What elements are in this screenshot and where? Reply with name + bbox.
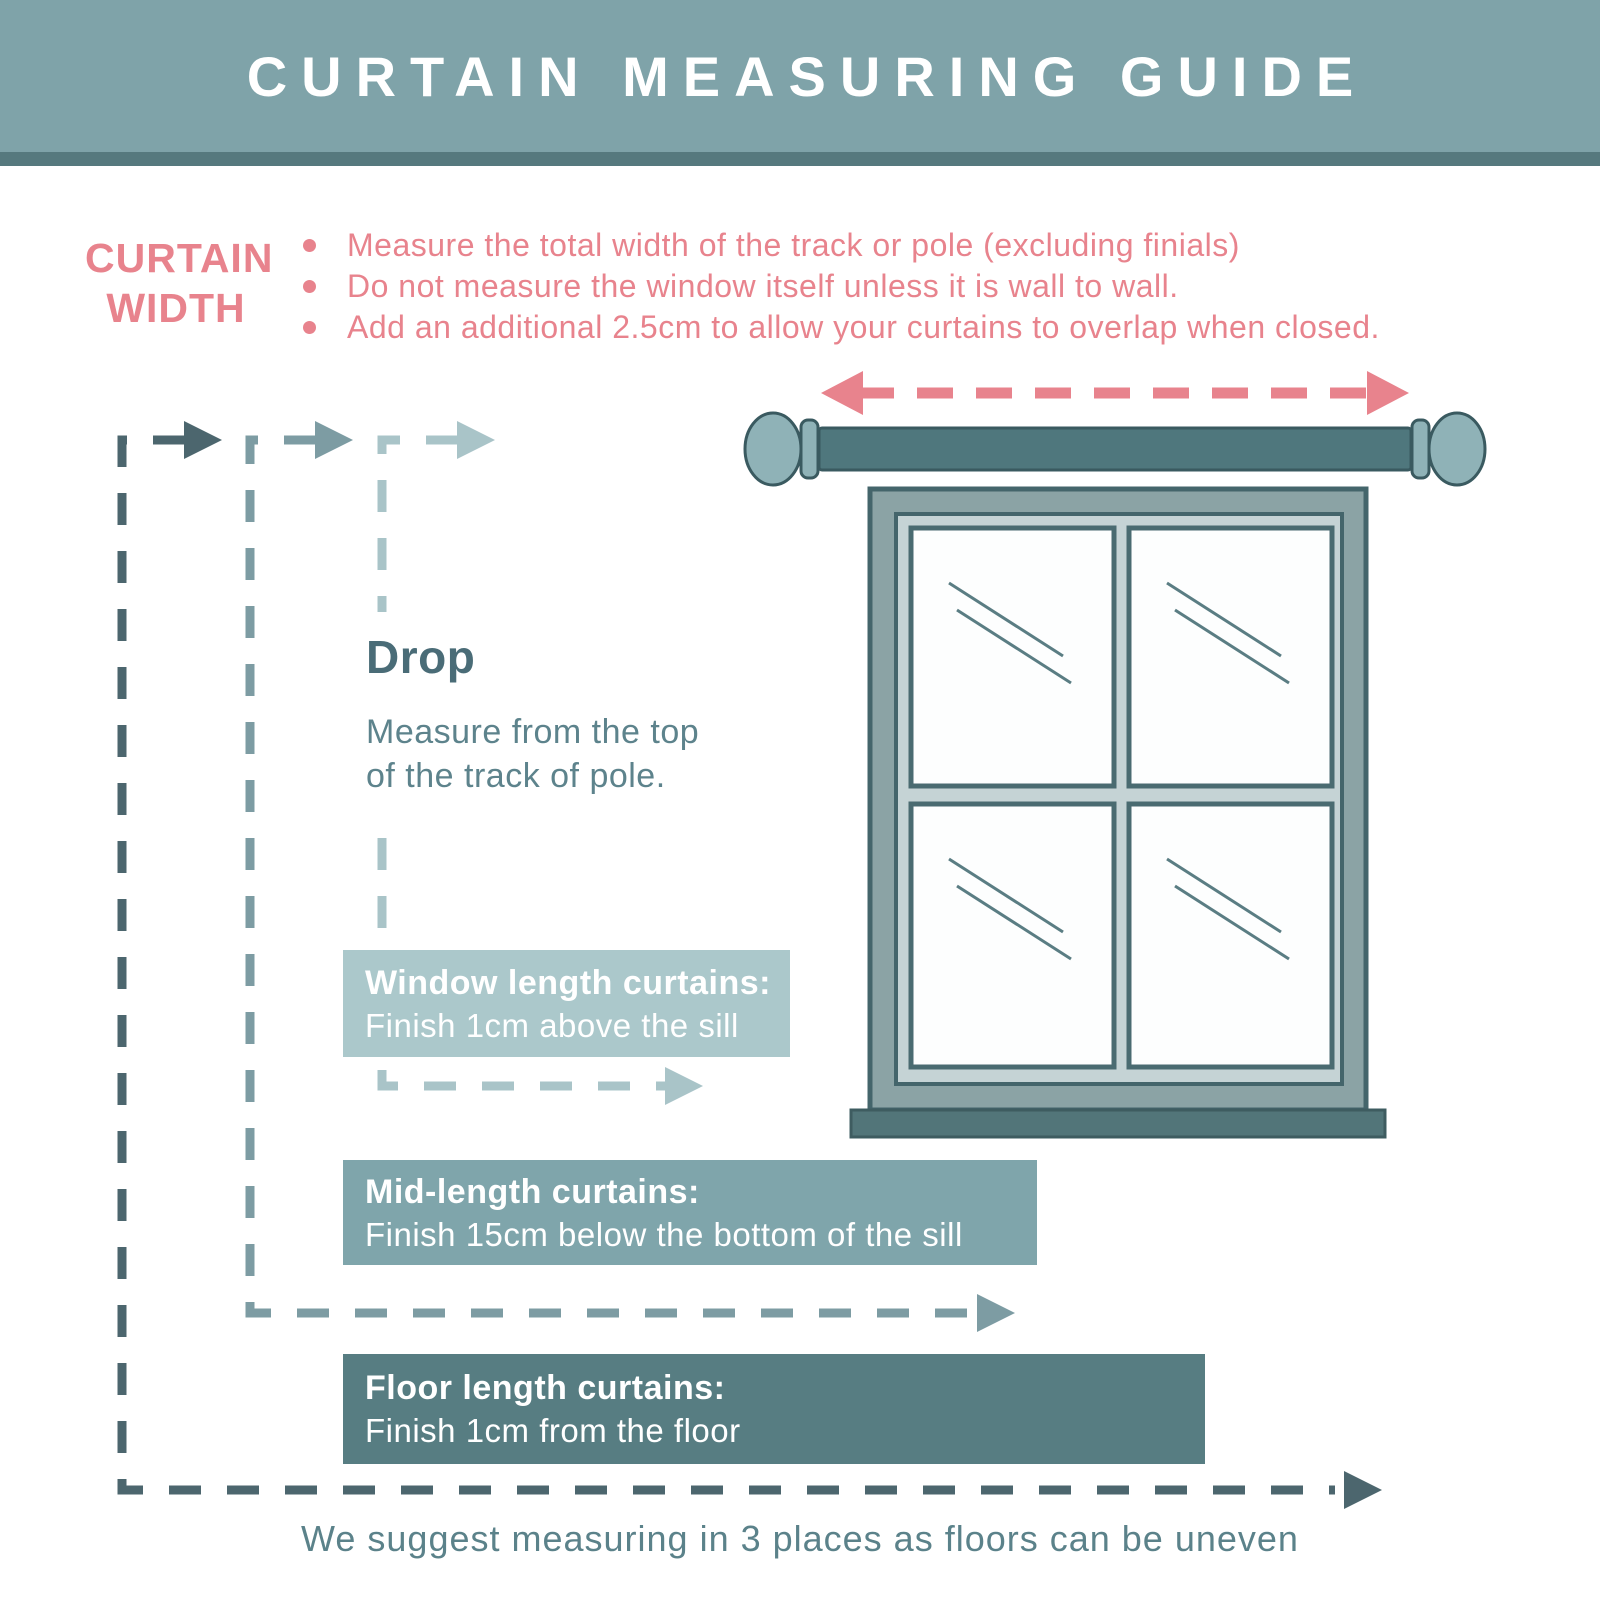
- pole-collar-left: [801, 420, 818, 478]
- pole-bar: [819, 428, 1411, 470]
- pole-collar-right: [1412, 420, 1429, 478]
- drop-heading: Drop: [366, 631, 476, 683]
- drop-description: [366, 710, 742, 798]
- width-arrow-right-head-icon: [1367, 371, 1409, 415]
- window-sill: [851, 1110, 1385, 1137]
- width-measure-arrow: [821, 371, 1409, 415]
- curtain-width-label-line2: WIDTH: [106, 285, 246, 331]
- window-pane-bottom-right: [1129, 804, 1332, 1067]
- bullet-text: Add an additional 2.5cm to allow your curtains to overlap when closed.: [347, 309, 1380, 345]
- floor-length-box: [343, 1354, 1205, 1464]
- mid-length-title: Mid-length curtains:: [365, 1172, 700, 1211]
- window-pane-top-left: [911, 528, 1114, 786]
- window-length-top-arrow-icon: [457, 421, 495, 459]
- mid-length-box: [343, 1160, 1037, 1265]
- bullet-text: Measure the total width of the track or pole (excluding finials): [347, 227, 1240, 263]
- floor-length-detail: Finish 1cm from the floor: [365, 1412, 741, 1449]
- page-title: CURTAIN MEASURING GUIDE: [246, 44, 1368, 108]
- mid-length-bottom-arrow-icon: [977, 1294, 1015, 1332]
- window-length-title: Window length curtains:: [365, 963, 771, 1002]
- floor-length-top-arrow-icon: [184, 421, 222, 459]
- window-length-detail: Finish 1cm above the sill: [365, 1006, 739, 1044]
- window-pane-bottom-left: [911, 804, 1114, 1067]
- pole-finial-right: [1429, 413, 1485, 485]
- floor-length-title: Floor length curtains:: [365, 1369, 726, 1407]
- mid-length-top-arrow-icon: [315, 421, 353, 459]
- drop-description-line2: of the track of pole.: [366, 757, 666, 795]
- floor-length-bottom-arrow-icon: [1344, 1471, 1382, 1509]
- pole-finial-left: [745, 413, 801, 485]
- window-length-box: [343, 950, 790, 1057]
- window-pane-top-right: [1129, 528, 1332, 786]
- width-arrow-left-head-icon: [821, 371, 863, 415]
- bullet-text: Do not measure the window itself unless it is wall to wall.: [347, 268, 1179, 304]
- window-illustration: [851, 489, 1385, 1137]
- curtain-width-label-line1: CURTAIN: [85, 235, 274, 281]
- curtain-pole: [745, 413, 1485, 485]
- footer-note: We suggest measuring in 3 places as floors can be uneven: [301, 1518, 1299, 1559]
- drop-description-line1: Measure from the top: [366, 713, 700, 751]
- drop-section: [352, 616, 742, 828]
- window-length-bottom-arrow-icon: [665, 1067, 703, 1105]
- window-length-dashed-path-upper: [382, 440, 458, 612]
- mid-length-detail: Finish 15cm below the bottom of the sill: [365, 1215, 963, 1253]
